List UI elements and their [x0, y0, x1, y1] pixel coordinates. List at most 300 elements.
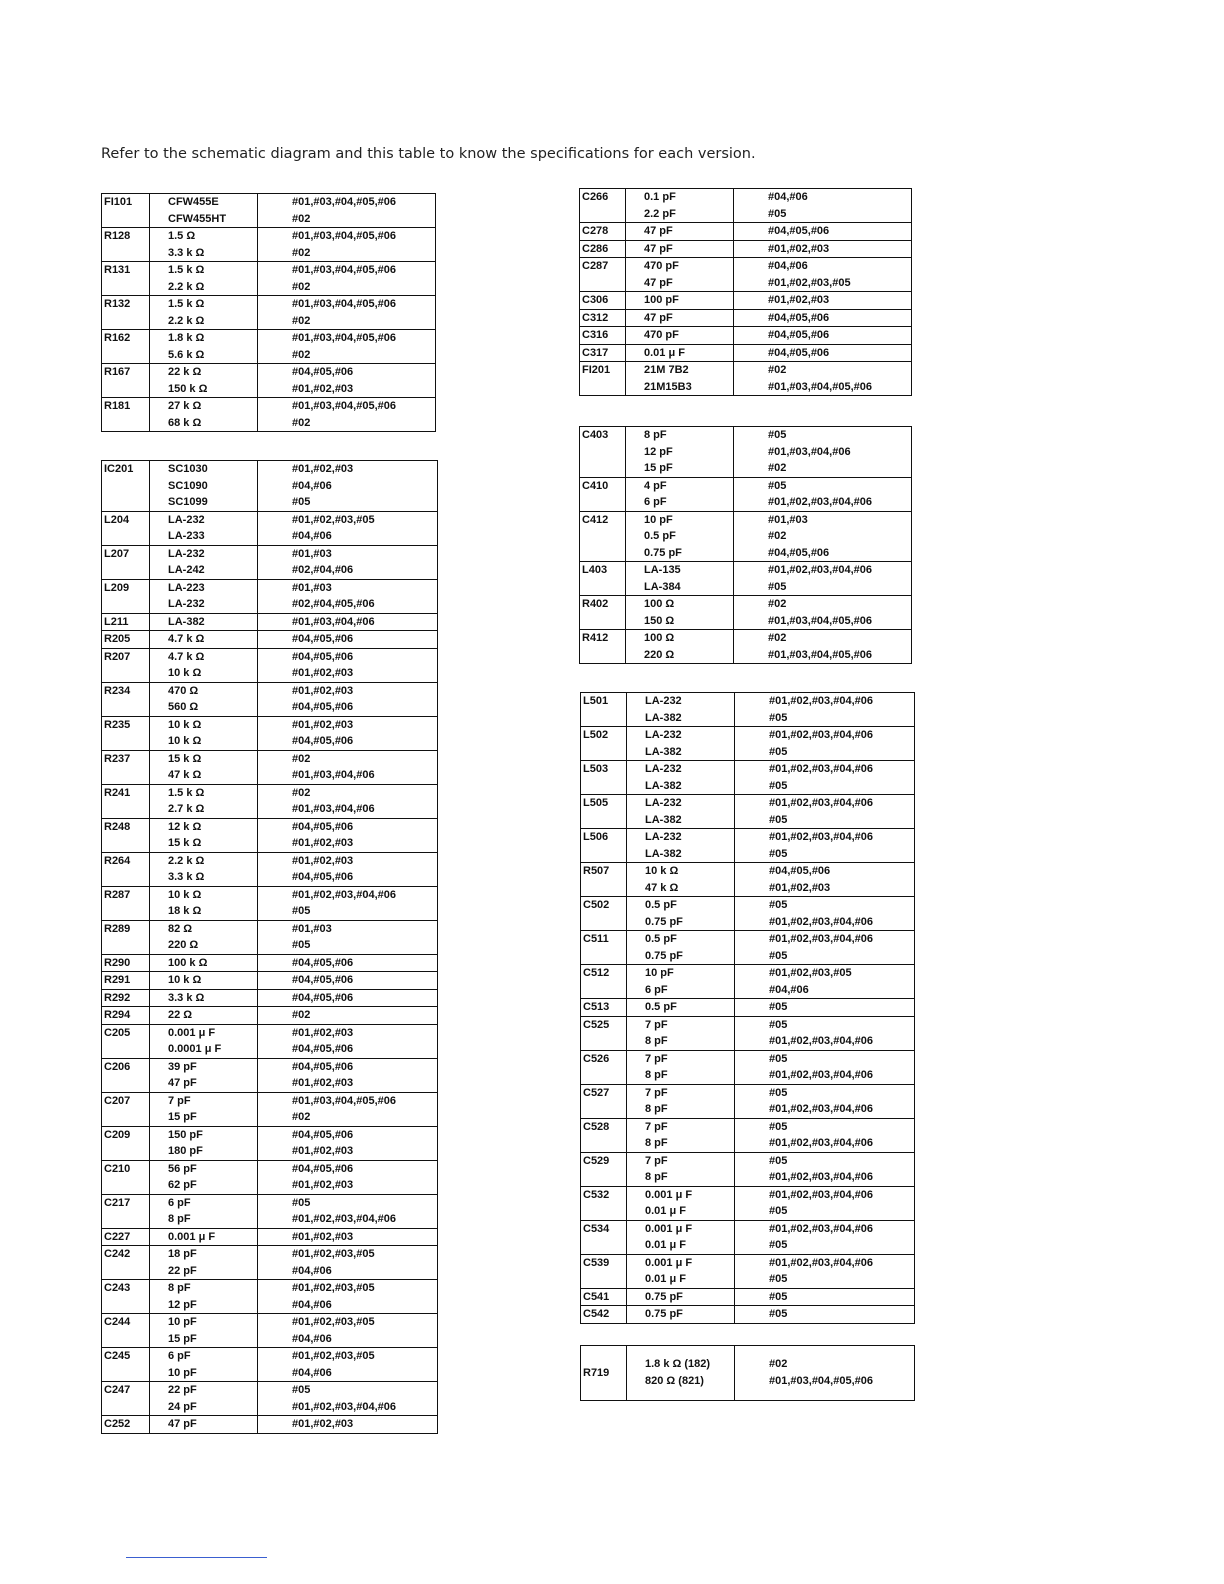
part-value: 1.8 k Ω — [168, 332, 205, 344]
version-list — [258, 954, 438, 972]
part-ref: R412 — [580, 630, 626, 664]
version-codes: #04,#05,#06 — [292, 1043, 354, 1055]
part-ref: L506 — [581, 829, 627, 863]
spec-row — [581, 727, 915, 761]
version-codes: #05 — [769, 1001, 788, 1013]
part-ref: R128 — [102, 228, 150, 262]
version-codes: #01,#03,#04,#06 — [768, 445, 851, 458]
spec-row — [102, 1092, 438, 1126]
spec-row — [102, 1024, 438, 1058]
part-value: 3.3 k Ω — [168, 991, 205, 1004]
part-value: 820 Ω (821) — [645, 1375, 704, 1387]
part-values — [626, 223, 734, 241]
part-value: 2.2 k Ω — [168, 854, 205, 867]
version-codes: #01,#02,#03,#05 — [768, 276, 851, 289]
spec-row — [102, 989, 438, 1007]
version-codes: #05 — [768, 479, 787, 492]
version-codes: #01,#02,#03,#04,#06 — [292, 888, 396, 901]
spec-row — [102, 852, 438, 886]
part-value: 47 k Ω — [168, 769, 202, 781]
version-codes: #01,#02,#03 — [292, 463, 354, 475]
part-value: 0.75 pF — [645, 1290, 683, 1303]
part-value: 15 k Ω — [168, 837, 202, 849]
part-values — [627, 1346, 735, 1401]
part-ref: C542 — [581, 1306, 627, 1324]
part-value: 0.01 μ F — [645, 1273, 686, 1285]
part-values — [150, 613, 258, 631]
version-codes: #04,#05,#06 — [768, 546, 830, 559]
version-list — [258, 784, 438, 818]
part-value: 15 pF — [168, 1332, 197, 1345]
part-value: 22 k Ω — [168, 366, 202, 378]
version-list — [258, 579, 438, 613]
version-codes: #01,#03,#04,#05,#06 — [768, 614, 872, 627]
part-values — [150, 886, 258, 920]
version-list — [735, 829, 915, 863]
part-ref: C316 — [580, 327, 626, 345]
part-value: 0.001 μ F — [645, 1256, 693, 1269]
version-codes: #01,#02,#03 — [292, 1026, 354, 1039]
version-list — [258, 682, 438, 716]
version-list — [734, 189, 912, 223]
part-values — [627, 999, 735, 1017]
version-list — [258, 886, 438, 920]
version-codes: #05 — [768, 580, 787, 593]
part-value: LA-382 — [645, 711, 682, 724]
part-value: 2.2 pF — [644, 207, 676, 220]
version-list — [258, 1160, 438, 1194]
version-codes: #01,#02,#03,#05 — [292, 1248, 375, 1260]
part-value: 0.5 pF — [644, 530, 676, 542]
part-values — [150, 194, 258, 228]
version-codes: #02 — [292, 786, 311, 799]
version-list — [258, 398, 436, 432]
spec-row — [102, 330, 436, 364]
part-value: 47 pF — [644, 276, 673, 289]
part-ref: C266 — [580, 189, 626, 223]
part-values — [626, 630, 734, 664]
part-ref: C217 — [102, 1194, 150, 1228]
part-value: LA-382 — [645, 779, 682, 792]
version-list — [735, 1254, 915, 1288]
part-value: 1.8 k Ω (182) — [645, 1358, 711, 1370]
part-value: 39 pF — [168, 1060, 197, 1073]
version-codes: #01,#02,#03 — [768, 294, 830, 306]
version-codes: #01,#02,#03 — [292, 667, 354, 679]
part-values — [150, 330, 258, 364]
version-list — [258, 818, 438, 852]
part-value: 8 pF — [645, 1171, 668, 1183]
part-value: 10 k Ω — [168, 718, 202, 731]
part-ref: R132 — [102, 296, 150, 330]
version-codes: #01,#02,#03,#05 — [292, 513, 375, 526]
part-value: 82 Ω — [168, 922, 193, 935]
version-codes: #04,#05,#06 — [292, 871, 354, 883]
version-codes: #01,#02,#03 — [292, 382, 354, 395]
part-ref: C528 — [581, 1118, 627, 1152]
part-ref: C227 — [102, 1228, 150, 1246]
part-value: 15 pF — [168, 1111, 197, 1123]
version-codes: #05 — [769, 745, 788, 758]
version-codes: #05 — [769, 1308, 788, 1320]
part-values — [150, 648, 258, 682]
spec-table-5 — [580, 692, 915, 1324]
version-codes: #01,#03,#04,#05,#06 — [292, 400, 396, 412]
part-value: 4.7 k Ω — [168, 650, 205, 663]
version-list — [735, 727, 915, 761]
part-value: 1.5 k Ω — [168, 298, 205, 310]
part-value: 21M 7B2 — [644, 364, 689, 376]
part-ref: IC201 — [102, 461, 150, 512]
part-value: 22 pF — [168, 1264, 197, 1277]
part-value: 470 Ω — [168, 684, 199, 697]
version-codes: #05 — [769, 813, 788, 826]
spec-row — [581, 1050, 915, 1084]
part-values — [626, 344, 734, 362]
version-codes: #01,#02,#03,#04,#06 — [769, 1069, 873, 1081]
version-codes: #01,#02,#03 — [292, 837, 354, 849]
part-ref: C534 — [581, 1220, 627, 1254]
version-codes: #05 — [769, 1154, 788, 1167]
version-codes: #01,#02,#03,#04,#06 — [292, 1400, 396, 1413]
part-ref: R292 — [102, 989, 150, 1007]
spec-row — [102, 1228, 438, 1246]
version-codes: #04,#05,#06 — [292, 366, 354, 378]
part-value: 18 pF — [168, 1248, 197, 1260]
spec-row — [581, 863, 915, 897]
part-values — [626, 562, 734, 596]
spec-row — [102, 194, 436, 228]
part-value: LA-382 — [645, 745, 682, 758]
spec-row — [580, 511, 912, 562]
spec-row — [581, 1118, 915, 1152]
part-ref: C286 — [580, 240, 626, 258]
version-codes: #01,#03,#04,#06 — [292, 803, 375, 815]
part-value: 220 Ω — [168, 939, 199, 951]
version-codes: #05 — [768, 207, 787, 220]
part-ref: C252 — [102, 1416, 150, 1434]
version-codes: #01,#02,#03 — [292, 684, 354, 697]
part-value: 560 Ω — [168, 701, 199, 713]
part-value: 10 k Ω — [168, 667, 202, 679]
part-value: 27 k Ω — [168, 400, 202, 412]
spec-row — [581, 897, 915, 931]
part-value: LA-382 — [645, 813, 682, 826]
version-codes: #01,#03,#04,#05,#06 — [768, 380, 872, 393]
part-values — [627, 1306, 735, 1324]
spec-row — [581, 1186, 915, 1220]
part-ref: R234 — [102, 682, 150, 716]
version-codes: #02 — [292, 314, 311, 327]
spec-row — [580, 189, 912, 223]
part-ref: L501 — [581, 693, 627, 727]
part-value: 7 pF — [645, 1052, 668, 1065]
spec-row — [580, 562, 912, 596]
part-ref: C242 — [102, 1246, 150, 1280]
version-codes: #01,#02,#03 — [292, 718, 354, 731]
part-value: 47 pF — [644, 225, 673, 237]
part-values — [150, 1126, 258, 1160]
part-value: SC1030 — [168, 463, 208, 475]
part-value: 24 pF — [168, 1400, 197, 1413]
version-list — [734, 562, 912, 596]
version-list — [734, 327, 912, 345]
part-value: SC1099 — [168, 496, 208, 508]
version-codes: #01,#02,#03 — [292, 854, 354, 867]
spec-row — [580, 427, 912, 478]
part-value: 22 Ω — [168, 1009, 193, 1021]
part-value: 10 k Ω — [168, 888, 202, 901]
spec-row — [102, 1194, 438, 1228]
spec-row — [102, 818, 438, 852]
version-list — [734, 596, 912, 630]
part-value: 8 pF — [645, 1035, 668, 1047]
version-list — [735, 1050, 915, 1084]
version-codes: #01,#02,#03,#04,#06 — [769, 1137, 873, 1149]
part-value: LA-242 — [168, 564, 205, 576]
part-value: LA-232 — [168, 598, 205, 610]
part-ref: C410 — [580, 477, 626, 511]
part-value: 6 pF — [645, 983, 668, 996]
part-value: LA-232 — [645, 729, 682, 741]
version-codes: #02 — [768, 598, 787, 610]
part-ref: L403 — [580, 562, 626, 596]
version-list — [258, 1194, 438, 1228]
part-values — [150, 852, 258, 886]
part-ref: C526 — [581, 1050, 627, 1084]
version-codes: #01,#02,#03 — [292, 1418, 354, 1430]
part-value: 1.5 Ω — [168, 230, 196, 242]
part-value: 2.2 k Ω — [168, 314, 205, 327]
part-ref: R237 — [102, 750, 150, 784]
version-codes: #01,#02,#03,#05 — [292, 1282, 375, 1294]
version-list — [734, 477, 912, 511]
part-value: 1.5 k Ω — [168, 264, 205, 276]
version-codes: #04,#05,#06 — [292, 735, 354, 747]
part-values — [150, 579, 258, 613]
version-codes: #01,#03,#04,#05,#06 — [292, 1094, 396, 1107]
version-list — [735, 1220, 915, 1254]
version-codes: #01,#02,#03 — [292, 1145, 354, 1157]
version-list — [258, 1246, 438, 1280]
part-ref: L211 — [102, 613, 150, 631]
part-ref: L207 — [102, 545, 150, 579]
version-list — [735, 1288, 915, 1306]
part-value: 0.0001 μ F — [168, 1043, 222, 1055]
part-ref: C243 — [102, 1280, 150, 1314]
part-values — [150, 631, 258, 649]
spec-row — [580, 630, 912, 664]
part-value: 47 pF — [168, 1418, 197, 1430]
part-ref: C513 — [581, 999, 627, 1017]
spec-row — [102, 648, 438, 682]
part-value: 470 pF — [644, 260, 679, 272]
part-values — [627, 761, 735, 795]
version-codes: #05 — [769, 899, 788, 911]
spec-row — [102, 682, 438, 716]
part-ref: FI201 — [580, 362, 626, 396]
part-value: 8 pF — [645, 1069, 668, 1081]
spec-row — [102, 972, 438, 990]
version-codes: #04,#05,#06 — [768, 225, 830, 237]
version-codes: #05 — [292, 1196, 311, 1209]
spec-row — [581, 693, 915, 727]
part-ref: C247 — [102, 1382, 150, 1416]
version-list — [258, 1228, 438, 1246]
version-list — [734, 362, 912, 396]
footer-rule — [126, 1557, 267, 1558]
part-value: 10 pF — [645, 967, 674, 979]
part-ref: R287 — [102, 886, 150, 920]
spec-row — [102, 296, 436, 330]
part-value: 8 pF — [168, 1282, 191, 1294]
spec-row — [581, 761, 915, 795]
part-ref: C287 — [580, 258, 626, 292]
part-values — [626, 327, 734, 345]
spec-row — [581, 795, 915, 829]
part-value: LA-232 — [645, 797, 682, 809]
spec-table-1 — [101, 193, 436, 432]
part-value: 10 k Ω — [645, 865, 679, 877]
part-value: 7 pF — [645, 1120, 668, 1133]
version-list — [258, 1024, 438, 1058]
version-list — [735, 999, 915, 1017]
part-ref: C541 — [581, 1288, 627, 1306]
version-codes: #01,#02,#03,#04,#06 — [769, 933, 873, 945]
part-value: 6 pF — [168, 1196, 191, 1209]
version-codes: #02 — [768, 364, 787, 376]
version-list — [735, 897, 915, 931]
part-values — [150, 972, 258, 990]
spec-row — [580, 258, 912, 292]
version-list — [258, 1416, 438, 1434]
part-value: 21M15B3 — [644, 380, 692, 393]
version-list — [735, 1016, 915, 1050]
part-values — [150, 1280, 258, 1314]
part-value: LA-382 — [645, 847, 682, 860]
version-codes: #01,#03,#04,#06 — [292, 769, 375, 781]
version-codes: #01,#02,#03,#04,#06 — [769, 915, 873, 928]
part-values — [627, 1050, 735, 1084]
spec-table-6 — [580, 1345, 915, 1401]
part-value: 10 pF — [168, 1316, 197, 1328]
part-value: LA-232 — [168, 547, 205, 560]
version-list — [258, 511, 438, 545]
part-values — [150, 1416, 258, 1434]
part-ref: C539 — [581, 1254, 627, 1288]
part-values — [626, 258, 734, 292]
spec-row — [102, 262, 436, 296]
version-codes: #05 — [292, 1384, 311, 1396]
part-value: 0.5 pF — [645, 933, 677, 945]
part-values — [150, 1058, 258, 1092]
version-codes: #04,#06 — [292, 1332, 332, 1345]
version-codes: #01,#02,#03 — [768, 242, 830, 255]
part-ref: C245 — [102, 1348, 150, 1382]
spec-row — [102, 364, 436, 398]
version-codes: #04,#05,#06 — [292, 701, 354, 713]
version-list — [258, 750, 438, 784]
part-value: 100 k Ω — [168, 956, 208, 969]
version-list — [734, 427, 912, 478]
part-values — [626, 477, 734, 511]
version-list — [258, 1314, 438, 1348]
part-values — [150, 989, 258, 1007]
part-values — [626, 189, 734, 223]
version-codes: #05 — [292, 939, 311, 951]
part-ref: C205 — [102, 1024, 150, 1058]
version-codes: #01,#02,#03,#05 — [292, 1350, 375, 1362]
version-codes: #01,#02,#03,#04,#06 — [769, 763, 873, 775]
spec-row — [581, 1288, 915, 1306]
part-values — [150, 1160, 258, 1194]
version-list — [734, 630, 912, 664]
part-values — [150, 1024, 258, 1058]
version-codes: #01,#02,#03,#04,#06 — [769, 797, 873, 809]
version-codes: #02 — [292, 348, 311, 361]
spec-row — [102, 1382, 438, 1416]
part-values — [626, 427, 734, 478]
spec-row — [102, 1280, 438, 1314]
part-values — [150, 1007, 258, 1025]
version-codes: #04,#05,#06 — [292, 633, 354, 645]
version-codes: #04,#06 — [292, 1366, 332, 1379]
version-list — [258, 545, 438, 579]
version-codes: #04,#05,#06 — [292, 991, 354, 1004]
version-list — [258, 716, 438, 750]
version-codes: #01,#02,#03,#04,#06 — [769, 1103, 873, 1115]
spec-row — [102, 1058, 438, 1092]
part-values — [627, 727, 735, 761]
part-value: 100 Ω — [644, 632, 675, 644]
spec-row — [102, 613, 438, 631]
part-ref: L505 — [581, 795, 627, 829]
part-ref: C532 — [581, 1186, 627, 1220]
spec-row — [102, 228, 436, 262]
version-list — [258, 330, 436, 364]
part-values — [150, 398, 258, 432]
version-codes: #02,#04,#05,#06 — [292, 598, 375, 610]
version-codes: #01,#03,#04,#05,#06 — [768, 648, 872, 661]
part-value: 6 pF — [168, 1350, 191, 1362]
part-ref: C278 — [580, 223, 626, 241]
part-value: 7 pF — [645, 1018, 668, 1031]
part-ref: L502 — [581, 727, 627, 761]
spec-row — [102, 631, 438, 649]
part-ref: R507 — [581, 863, 627, 897]
spec-table-3 — [579, 188, 912, 396]
version-list — [258, 631, 438, 649]
spec-row — [580, 240, 912, 258]
spec-row — [102, 784, 438, 818]
version-codes: #01,#02,#03,#05 — [292, 1316, 375, 1328]
part-ref: R290 — [102, 954, 150, 972]
spec-row — [581, 1220, 915, 1254]
version-codes: #01,#02,#03,#04,#06 — [769, 831, 873, 843]
spec-row — [102, 1314, 438, 1348]
version-codes: #05 — [769, 1205, 788, 1217]
version-list — [735, 1306, 915, 1324]
part-value: 10 pF — [644, 513, 673, 526]
spec-row — [580, 477, 912, 511]
part-value: 150 Ω — [644, 614, 675, 627]
version-codes: #05 — [769, 779, 788, 792]
part-value: 150 k Ω — [168, 382, 208, 395]
part-values — [626, 362, 734, 396]
version-list — [735, 1118, 915, 1152]
part-ref: R235 — [102, 716, 150, 750]
spec-row — [580, 327, 912, 345]
